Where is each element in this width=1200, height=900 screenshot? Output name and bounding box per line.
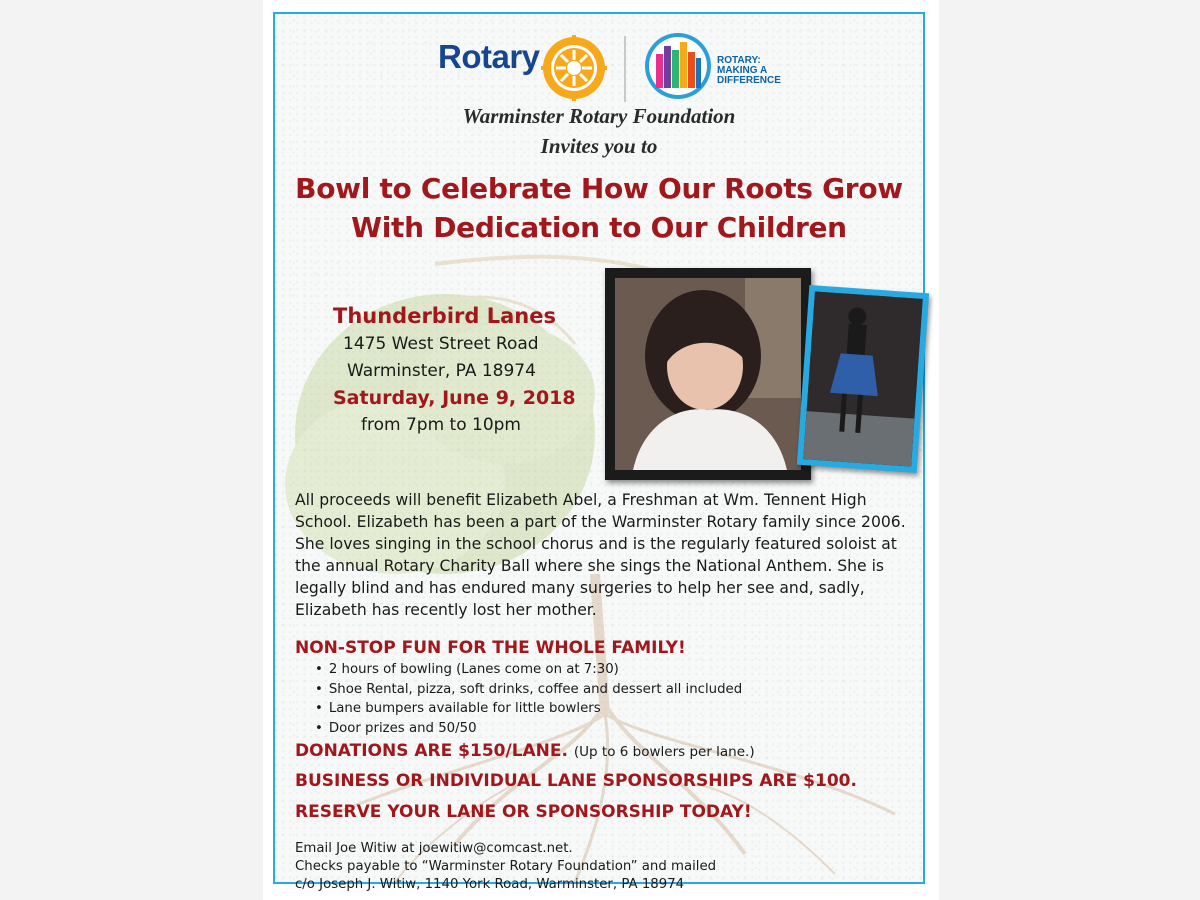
performance-photo-image bbox=[803, 291, 922, 466]
portrait-photo bbox=[605, 268, 811, 480]
venue-street: 1475 West Street Road bbox=[343, 334, 539, 354]
rotary-wheel-logo bbox=[539, 33, 609, 103]
theme-tagline bbox=[717, 56, 797, 86]
venue-city: Warminster, PA 18974 bbox=[347, 361, 536, 381]
portrait-photo-image bbox=[615, 278, 801, 470]
theme-tagline-line: DIFFERENCE bbox=[717, 75, 781, 86]
list-item: • Shoe Rental, pizza, soft drinks, coffee and dessert all included bbox=[315, 680, 742, 700]
beneficiary-description: All proceeds will benefit Elizabeth Abel, a Freshman at Wm. Tennent High School. Elizabeth has been a part of the Warminster Rotary family since 2006. She loves singing in the school chorus and is the regularly featured soloist at the annual Rotary Charity Ball where she sings the National Anthem. She is legally blind and has endured many surgeries to help her see and, sadly, Elizabeth has recently lost her mother. bbox=[295, 491, 906, 619]
contact-info bbox=[295, 840, 716, 894]
fun-list bbox=[315, 660, 742, 738]
logo-divider bbox=[624, 36, 626, 102]
theme-tagline-line: MAKING A bbox=[717, 65, 768, 76]
list-item: • Lane bumpers available for little bowlers bbox=[315, 699, 742, 719]
reserve-line: RESERVE YOUR LANE OR SPONSORSHIP TODAY! bbox=[295, 802, 752, 822]
contact-address-line: c/o Joseph J. Witiw, 1140 York Road, Warminster, PA 18974 bbox=[295, 877, 685, 892]
foundation-name: Warminster Rotary Foundation bbox=[462, 104, 736, 128]
donations-note: (Up to 6 bowlers per lane.) bbox=[573, 744, 755, 760]
fun-heading: NON-STOP FUN FOR THE WHOLE FAMILY! bbox=[295, 638, 686, 658]
flyer bbox=[263, 0, 939, 900]
performance-photo bbox=[797, 285, 929, 473]
invites-you-to: Invites you to bbox=[540, 134, 658, 158]
list-item: • 2 hours of bowling (Lanes come on at 7:30) bbox=[315, 660, 742, 680]
contact-email-line: Email Joe Witiw at joewitiw@comcast.net. bbox=[295, 841, 573, 856]
headline-line-2: With Dedication to Our Children bbox=[351, 211, 847, 244]
list-item: • Door prizes and 50/50 bbox=[315, 719, 742, 739]
sponsorship-line: BUSINESS OR INDIVIDUAL LANE SPONSORSHIPS ARE $100. bbox=[295, 771, 857, 791]
venue-name: Thunderbird Lanes bbox=[333, 304, 556, 328]
event-time: from 7pm to 10pm bbox=[361, 415, 521, 435]
rotary-making-a-difference-logo bbox=[644, 32, 712, 100]
event-date: Saturday, June 9, 2018 bbox=[333, 387, 576, 409]
headline-line-1: Bowl to Celebrate How Our Roots Grow bbox=[295, 172, 903, 205]
theme-tagline-line: ROTARY: bbox=[717, 55, 761, 66]
contact-checks-line: Checks payable to “Warminster Rotary Foundation” and mailed bbox=[295, 859, 717, 874]
donations-line bbox=[295, 741, 755, 761]
donations-amount: DONATIONS ARE $150/LANE. bbox=[295, 741, 568, 761]
flyer-frame bbox=[273, 12, 925, 892]
rotary-wordmark: Rotary bbox=[438, 38, 540, 75]
